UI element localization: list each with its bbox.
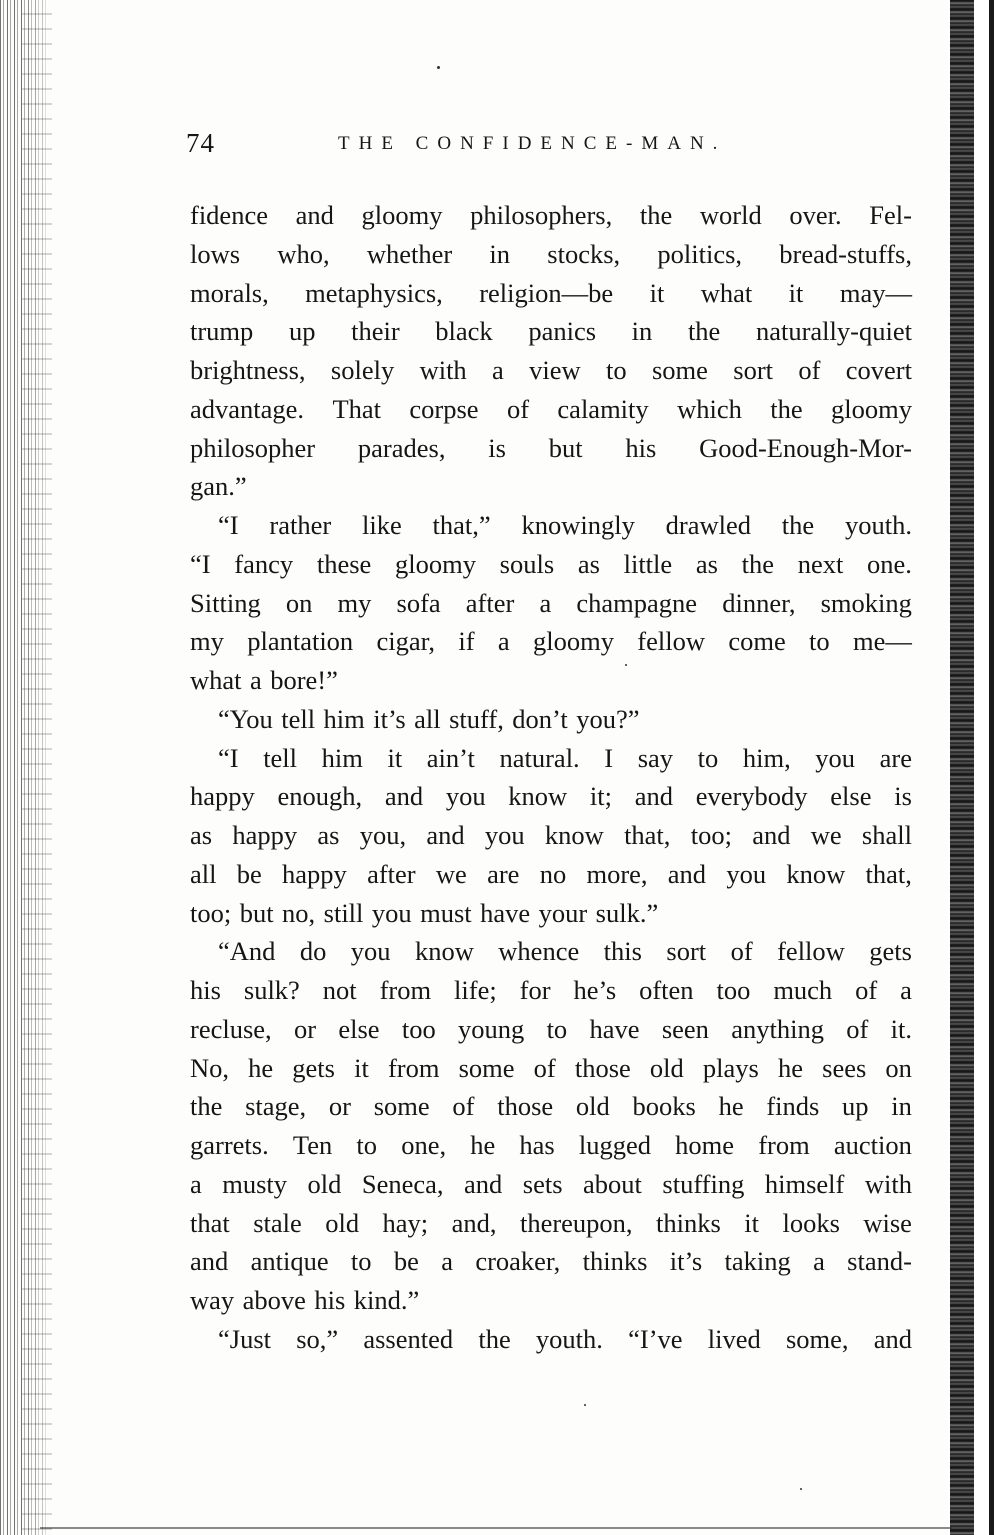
text-line: brightness, solely with a view to some sort of covert [190, 355, 912, 385]
text-line: “Just so,” assented the youth. “I’ve lived some, and [218, 1323, 912, 1354]
text-line: that stale old hay; and, thereupon, thinks it looks wise [190, 1207, 912, 1238]
ink-speck [584, 1404, 586, 1406]
fore-edge [948, 0, 1000, 1535]
ink-speck [800, 1488, 802, 1490]
text-line: Sitting on my sofa after a champagne dinner, smoking [190, 587, 912, 618]
text-line: my plantation cigar, if a gloomy fellow come to me— [190, 626, 912, 657]
text-line: as happy as you, and you know that, too; and we shall [190, 820, 912, 850]
text-line: all be happy after we are no more, and you know that, [190, 858, 912, 889]
text-line: recluse, or else too young to have seen anything of it. [190, 1013, 912, 1044]
fore-edge-line [989, 0, 994, 1535]
text-line: way above his kind.” [190, 1285, 420, 1315]
running-head [186, 128, 912, 168]
text-line: No, he gets it from some of those old plays he sees on [190, 1052, 912, 1083]
text-line: lows who, whether in stocks, politics, bread-stuffs, [190, 238, 912, 269]
fore-edge-band [950, 0, 974, 1535]
gutter-texture [22, 0, 52, 1535]
text-line: advantage. That corpse of calamity which the gloomy [190, 393, 912, 424]
page-number: 74 [186, 128, 215, 158]
text-line: “I fancy these gloomy souls as little as the next one. [190, 548, 912, 579]
text-line: trump up their black panics in the naturally-quiet [190, 316, 912, 347]
text-line: philosopher parades, is but his Good-Enough-Mor- [190, 432, 912, 463]
body-text [190, 196, 912, 1359]
text-line: “And do you know whence this sort of fellow gets [218, 936, 912, 967]
text-line: “You tell him it’s all stuff, don’t you?” [218, 703, 640, 734]
text-line: morals, metaphysics, religion—be it what it may— [190, 277, 912, 308]
text-line: “I rather like that,” knowingly drawled the youth. [218, 510, 912, 540]
text-line: too; but no, still you must have your sulk.” [190, 897, 659, 928]
text-line: his sulk? not from life; for he’s often too much of a [190, 975, 912, 1005]
text-line: gan.” [190, 471, 247, 502]
text-line: a musty old Seneca, and sets about stuffing himself with [190, 1168, 912, 1199]
text-line: happy enough, and you know it; and everybody else is [190, 781, 912, 812]
text-line: fidence and gloomy philosophers, the world over. Fel- [190, 200, 912, 230]
text-line: what a bore!” [190, 665, 338, 695]
text-line: the stage, or some of those old books he finds up in [190, 1091, 912, 1122]
text-line: “I tell him it ain’t natural. I say to him, you are [218, 742, 912, 773]
running-title: THE CONFIDENCE-MAN. [338, 133, 727, 154]
ink-speck [437, 66, 440, 69]
page-bottom-edge [40, 1527, 952, 1529]
text-line: and antique to be a croaker, thinks it’s taking a stand- [190, 1246, 912, 1277]
text-line: garrets. Ten to one, he has lugged home from auction [190, 1130, 912, 1160]
